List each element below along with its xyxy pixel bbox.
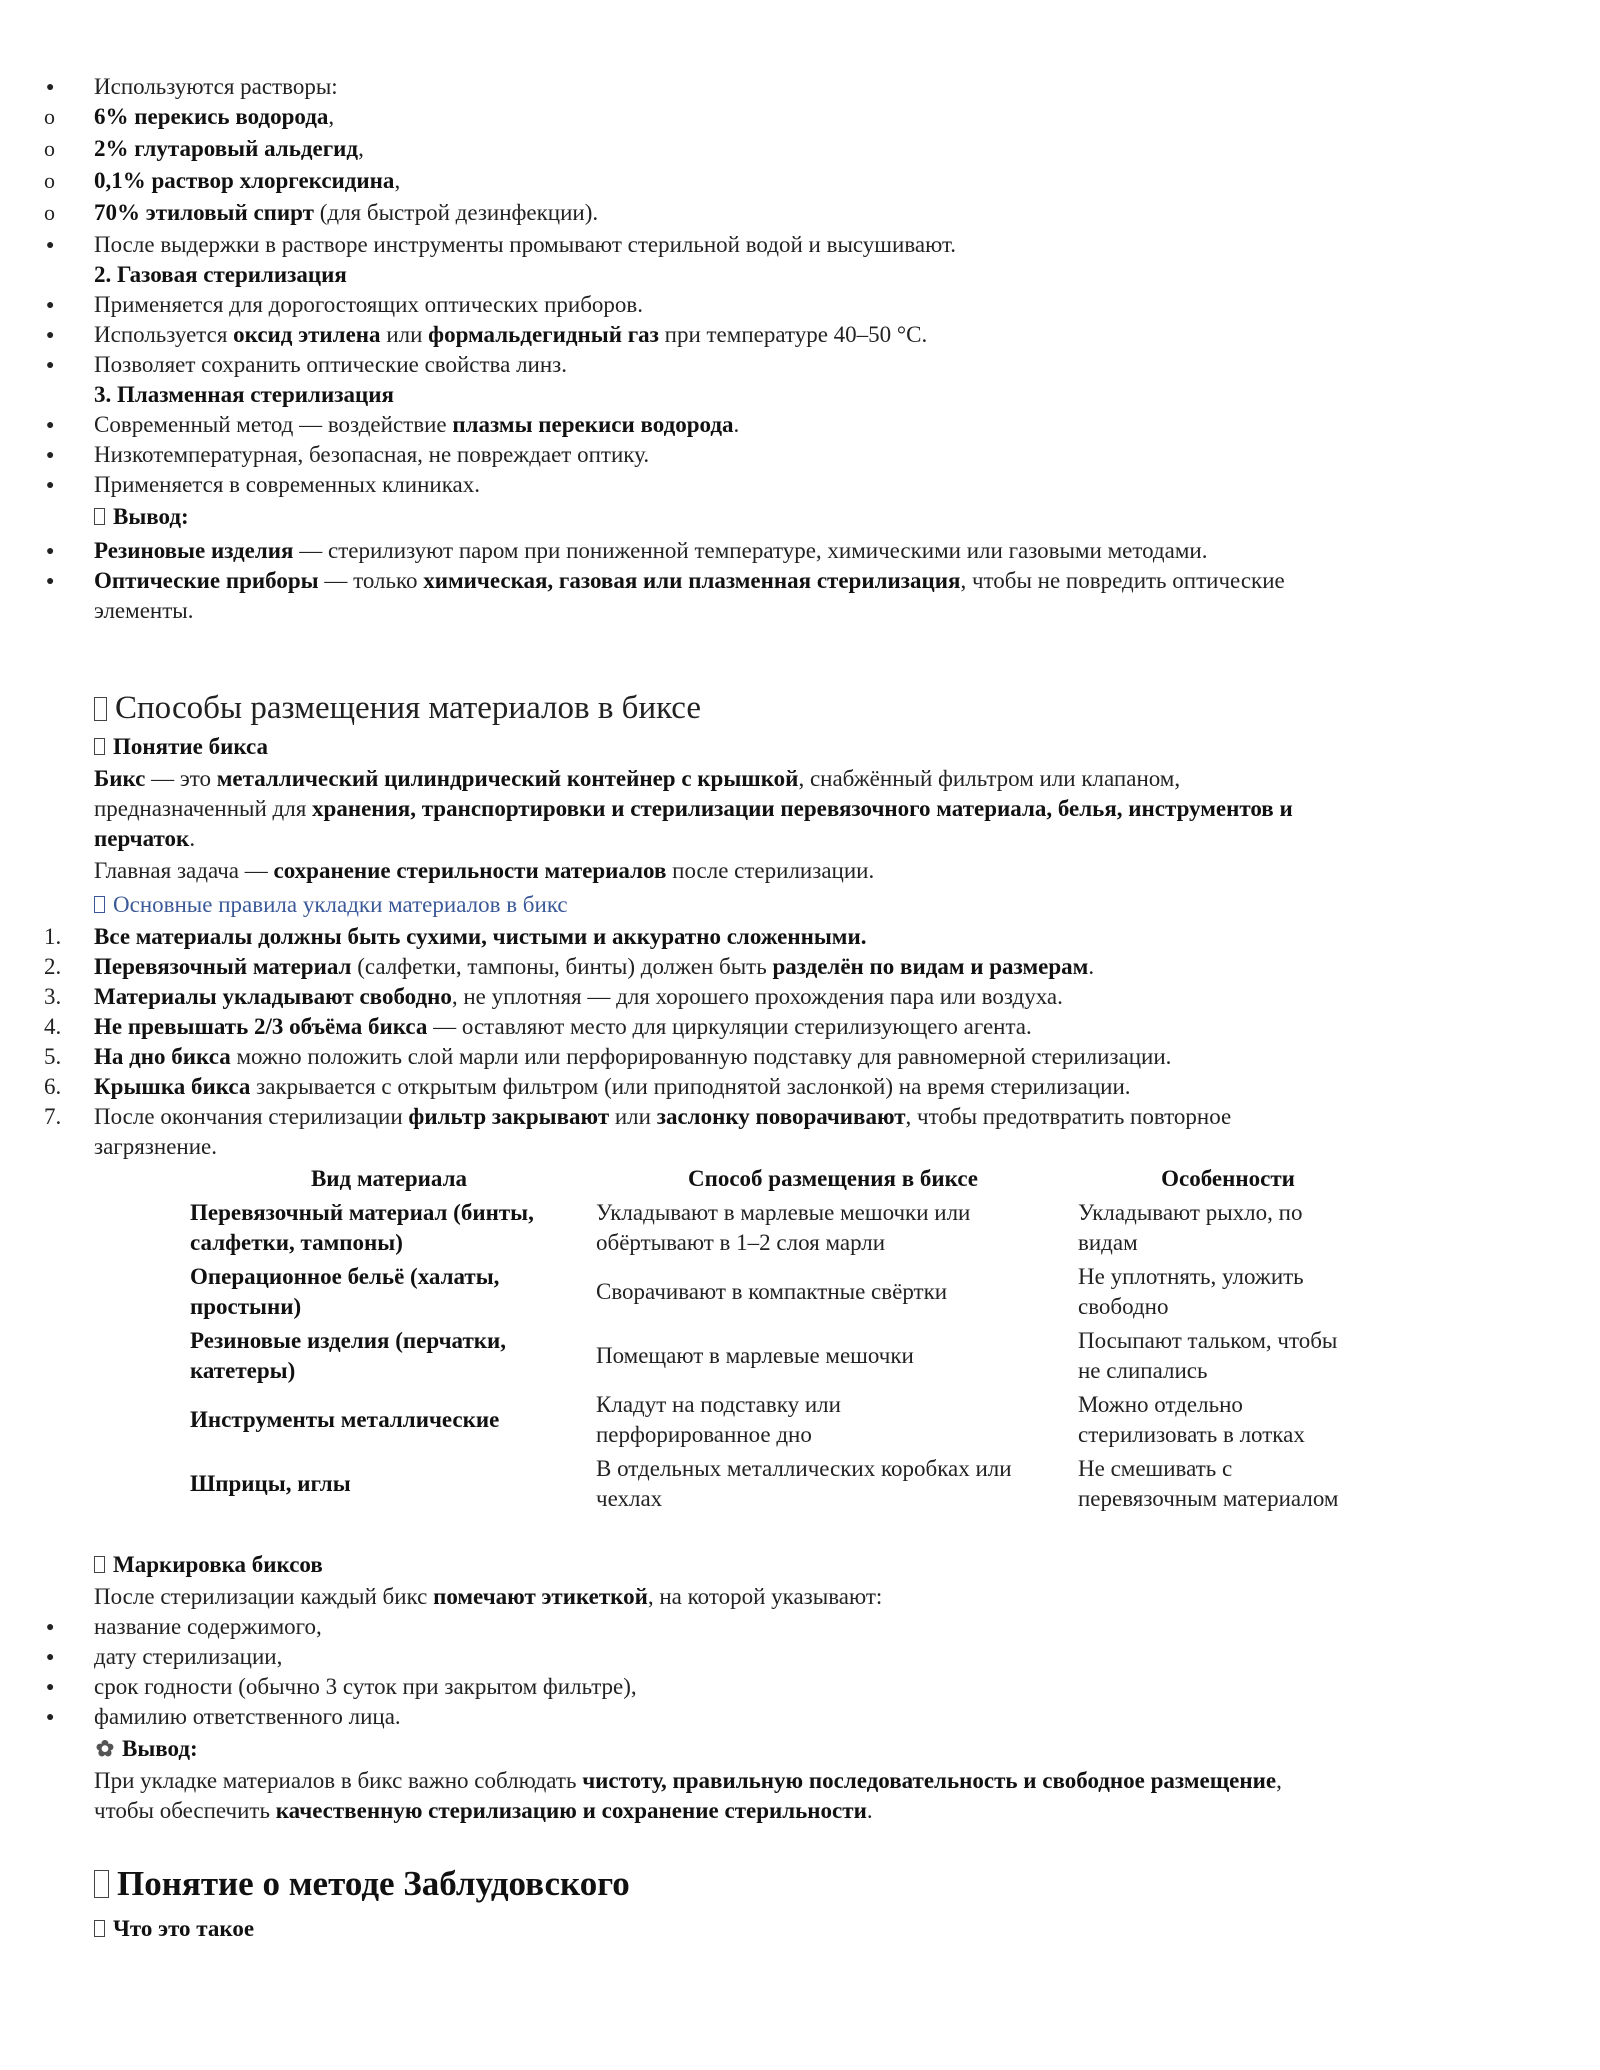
- conclusion-item-cont: элементы.: [94, 598, 194, 623]
- bullet-marker: [44, 1702, 84, 1736]
- bullet-marker: [44, 320, 84, 354]
- circle-bullet-marker: [44, 102, 84, 132]
- bullet-marker: [44, 440, 84, 474]
- circle-bullet-marker: [44, 134, 84, 164]
- bullet-marker: [44, 230, 84, 264]
- marking-item: фамилию ответственного лица.: [94, 1704, 401, 1729]
- table-cell: Операционное бельё (халаты, простыни): [190, 1264, 500, 1319]
- what-heading: Что это такое: [94, 1914, 254, 1944]
- circle-bullet-marker: [44, 166, 84, 196]
- table-row: [186, 1452, 1382, 1516]
- plasma-heading: 3. Плазменная стерилизация: [94, 382, 394, 407]
- concept-heading: Понятие бикса: [94, 732, 268, 762]
- bullet-marker: [44, 410, 84, 444]
- missing-glyph-icon: [94, 738, 105, 755]
- list-number: 6.: [44, 1074, 62, 1099]
- solution-item: 2% глутаровый альдегид,: [94, 136, 364, 161]
- table-cell: В отдельных металлических коробках или чехлах: [596, 1456, 1012, 1511]
- bullet-marker: [44, 566, 84, 600]
- table-header-row: [186, 1162, 1382, 1196]
- missing-glyph-icon: [94, 1920, 105, 1937]
- conclusion-item: Резиновые изделия — стерилизуют паром при пониженной температуре, химическими или газовыми методами.: [94, 538, 1208, 563]
- conclusion-item: Оптические приборы — только химическая, газовая или плазменная стерилизация, чтобы не повредить оптические: [94, 568, 1285, 593]
- table-row: [186, 1388, 1382, 1452]
- list-number: 4.: [44, 1014, 62, 1039]
- rule-item: Не превышать 2/3 объёма бикса — оставляют место для циркуляции стерилизующего агента.: [94, 1014, 1032, 1039]
- definition-text: Бикс — это металлический цилиндрический контейнер с крышкой, снабжённый фильтром или клапаном,: [94, 766, 1181, 791]
- bullet-marker: [44, 72, 84, 106]
- section-title: Понятие о методе Заблудовского: [94, 1862, 630, 1906]
- after-soak-text: После выдержки в растворе инструменты промывают стерильной водой и высушивают.: [94, 232, 957, 257]
- table-cell: Перевязочный материал (бинты, салфетки, тампоны): [190, 1200, 534, 1255]
- solutions-intro: Используются растворы:: [94, 74, 338, 99]
- solution-item: 6% перекись водорода,: [94, 104, 335, 129]
- solution-item: 0,1% раствор хлоргексидина,: [94, 168, 401, 193]
- bix-table: [186, 1162, 1382, 1516]
- list-number: 2.: [44, 954, 62, 979]
- table-cell: Шприцы, иглы: [190, 1471, 351, 1496]
- bullet-marker: [44, 350, 84, 384]
- gas-item: Используется оксид этилена или формальдегидный газ при температуре 40–50 °C.: [94, 322, 928, 347]
- table-cell: Не смешивать с перевязочным материалом: [1078, 1456, 1339, 1511]
- definition-text: перчаток.: [94, 826, 196, 851]
- bullet-marker: [44, 1612, 84, 1646]
- marking-heading: Маркировка биксов: [94, 1550, 323, 1580]
- plasma-item: Применяется в современных клиниках.: [94, 472, 480, 497]
- gas-item: Позволяет сохранить оптические свойства линз.: [94, 352, 568, 377]
- solution-item: 70% этиловый спирт (для быстрой дезинфекции).: [94, 200, 599, 225]
- plasma-item: Современный метод — воздействие плазмы перекиси водорода.: [94, 412, 740, 437]
- circle-bullet-marker: [44, 198, 84, 228]
- table-header: Особенности: [1161, 1166, 1295, 1191]
- marking-intro: После стерилизации каждый бикс помечают этикеткой, на которой указывают:: [94, 1584, 883, 1609]
- table-header: Вид материала: [310, 1166, 468, 1191]
- table-cell: Можно отдельно стерилизовать в лотках: [1078, 1392, 1305, 1447]
- conclusion-heading: ✿ Вывод:: [94, 1734, 198, 1764]
- table-cell: Помещают в марлевые мешочки: [596, 1343, 914, 1368]
- conclusion-heading: Вывод:: [94, 502, 189, 532]
- marking-item: дату стерилизации,: [94, 1644, 283, 1669]
- table-cell: Посыпают тальком, чтобы не слипались: [1078, 1328, 1338, 1383]
- list-number: 3.: [44, 984, 62, 1009]
- missing-glyph-icon: [94, 1556, 105, 1573]
- definition-text: предназначенный для хранения, транспортировки и стерилизации перевязочного материала, белья, инструментов и: [94, 796, 1293, 821]
- section-title: Способы размещения материалов в биксе: [94, 688, 701, 728]
- bullet-marker: [44, 1642, 84, 1676]
- table-cell: Укладывают рыхло, по видам: [1078, 1200, 1303, 1255]
- table-cell: Кладут на подставку или перфорированное дно: [596, 1392, 841, 1447]
- flower-icon: ✿: [95, 1736, 115, 1761]
- table-cell: Сворачивают в компактные свёртки: [596, 1279, 948, 1304]
- conclusion-text: При укладке материалов в бикс важно соблюдать чистоту, правильную последовательность и свободное размещение,: [94, 1768, 1282, 1793]
- rule-item: Крышка бикса закрывается с открытым фильтром (или приподнятой заслонкой) на время стерилизации.: [94, 1074, 1131, 1099]
- table-row: [186, 1324, 1382, 1388]
- main-task-text: Главная задача — сохранение стерильности материалов после стерилизации.: [94, 858, 875, 883]
- missing-glyph-icon: [94, 508, 105, 525]
- marking-item: название содержимого,: [94, 1614, 322, 1639]
- table-cell: Инструменты металлические: [190, 1407, 500, 1432]
- rule-item: Перевязочный материал (салфетки, тампоны, бинты) должен быть разделён по видам и размерам.: [94, 954, 1095, 979]
- gas-heading: 2. Газовая стерилизация: [94, 262, 347, 287]
- rule-item-cont: загрязнение.: [94, 1134, 217, 1159]
- bullet-marker: [44, 536, 84, 570]
- table-cell: Резиновые изделия (перчатки, катетеры): [190, 1328, 507, 1383]
- list-number: 7.: [44, 1104, 62, 1129]
- list-number: 5.: [44, 1044, 62, 1069]
- plasma-item: Низкотемпературная, безопасная, не повреждает оптику.: [94, 442, 650, 467]
- marking-item: срок годности (обычно 3 суток при закрытом фильтре),: [94, 1674, 637, 1699]
- rule-item: Все материалы должны быть сухими, чистыми и аккуратно сложенными.: [94, 924, 867, 949]
- rules-heading: Основные правила укладки материалов в бикс: [94, 890, 568, 920]
- bullet-marker: [44, 1672, 84, 1706]
- table-cell: Укладывают в марлевые мешочки или обёртывают в 1–2 слоя марли: [596, 1200, 971, 1255]
- list-number: 1.: [44, 924, 62, 949]
- table-row: [186, 1196, 1382, 1260]
- missing-glyph-icon: [94, 896, 105, 913]
- bullet-marker: [44, 290, 84, 324]
- conclusion-text: чтобы обеспечить качественную стерилизацию и сохранение стерильности.: [94, 1798, 873, 1823]
- gas-item: Применяется для дорогостоящих оптических приборов.: [94, 292, 644, 317]
- table-cell: Не уплотнять, уложить свободно: [1078, 1264, 1304, 1319]
- rule-item: На дно бикса можно положить слой марли или перфорированную подставку для равномерной стерилизации.: [94, 1044, 1172, 1069]
- rule-item: После окончания стерилизации фильтр закрывают или заслонку поворачивают, чтобы предотвратить повторное: [94, 1104, 1232, 1129]
- table-row: [186, 1260, 1382, 1324]
- missing-glyph-icon: [94, 697, 107, 721]
- bullet-marker: [44, 470, 84, 504]
- rule-item: Материалы укладывают свободно, не уплотняя — для хорошего прохождения пара или воздуха.: [94, 984, 1063, 1009]
- missing-glyph-icon: [94, 1870, 109, 1898]
- table-header: Способ размещения в биксе: [687, 1166, 979, 1191]
